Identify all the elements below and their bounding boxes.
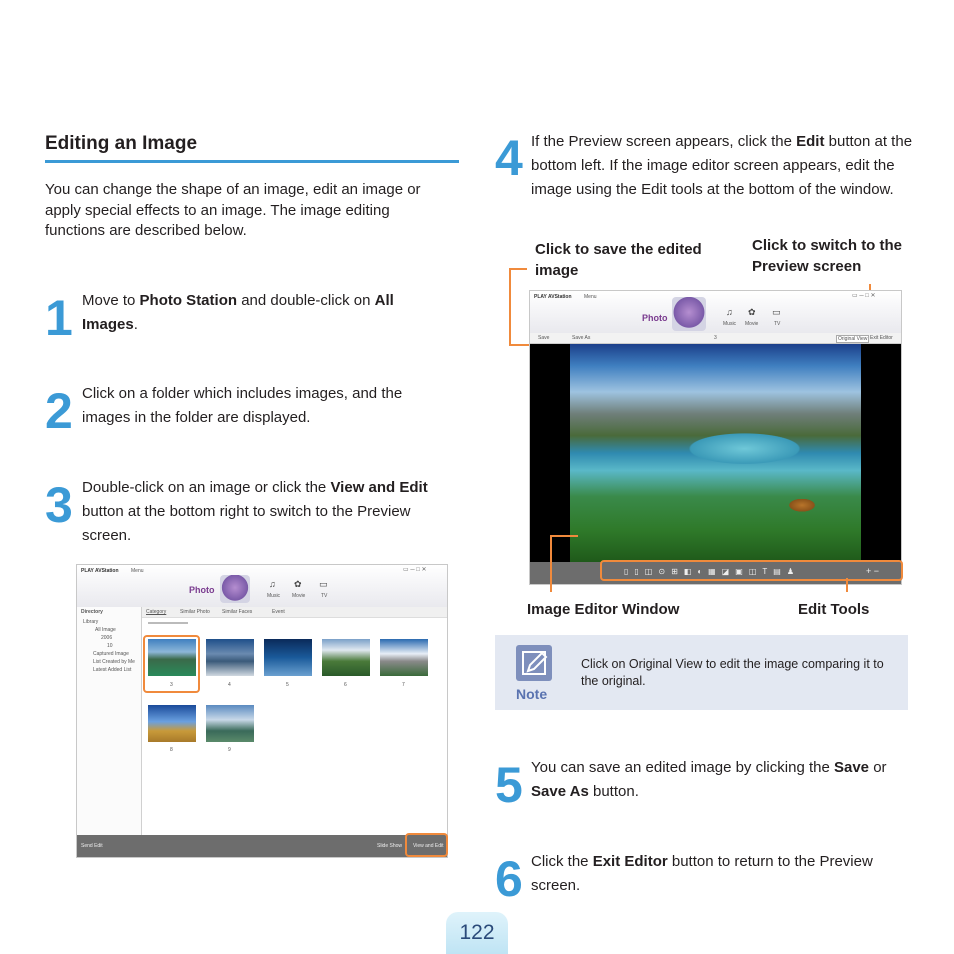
step-2-number: 2 [45, 383, 71, 439]
tab-movie[interactable]: Movie [292, 593, 306, 599]
save-button[interactable]: Save [538, 335, 550, 341]
image-counter: 3 [714, 335, 717, 341]
tab-photo[interactable]: Photo [189, 585, 215, 595]
filter-category[interactable]: Category [146, 609, 167, 615]
window-controls[interactable]: ▭ ─ □ ✕ [852, 293, 876, 299]
app-menu[interactable]: Menu [131, 568, 144, 574]
tab-tv[interactable]: TV [774, 321, 781, 327]
leader-line [509, 268, 527, 270]
note-label: Note [516, 686, 548, 702]
tab-music[interactable]: Music [723, 321, 737, 327]
thumbnail-label: 3 [170, 682, 173, 688]
leader-line [550, 535, 552, 592]
step-4-text: If the Preview screen appears, click the Edit button at the bottom left. If the image editor screen appears, edit the image using the Edit tools at the bottom of the window. [531, 133, 913, 198]
note-box [495, 635, 908, 710]
step-3-text: Double-click on an image or click the View and Edit button at the bottom right to switch to the Preview screen. [82, 479, 428, 544]
original-view-button[interactable]: Original View [838, 336, 868, 342]
step-6-text: Click the Exit Editor button to return to the Preview screen. [531, 853, 873, 894]
tab-movie[interactable]: Movie [745, 321, 759, 327]
music-icon[interactable]: ♫ [269, 579, 276, 589]
tab-tv[interactable]: TV [321, 593, 328, 599]
camera-icon [672, 297, 706, 331]
tree-item[interactable]: Library [83, 619, 99, 625]
tab-music[interactable]: Music [267, 593, 281, 599]
highlight-edit-tools [600, 560, 903, 581]
step-4-number: 4 [495, 130, 521, 186]
directory-title: Directory [81, 609, 103, 615]
browser-bottom-bar [77, 835, 447, 857]
callout-edit-tools: Edit Tools [798, 601, 870, 618]
thumbnail[interactable] [380, 639, 428, 676]
camera-icon [220, 575, 250, 603]
step-5-text: You can save an edited image by clicking the Save or Save As button. [531, 759, 887, 800]
tree-item[interactable]: Latest Added List [93, 667, 132, 673]
leader-line [550, 535, 578, 537]
movie-icon[interactable]: ✿ [294, 579, 302, 589]
thumbnail-label: 6 [344, 682, 347, 688]
tv-icon[interactable]: ▭ [772, 307, 781, 317]
thumbnail[interactable] [206, 705, 254, 742]
app-title: PLAY AVStation [81, 568, 119, 574]
movie-icon[interactable]: ✿ [748, 307, 756, 317]
step-5-number: 5 [495, 757, 521, 813]
thumbnail-label: 7 [402, 682, 405, 688]
leader-line [509, 268, 511, 346]
page-number: 122 [446, 912, 508, 954]
thumbnail[interactable] [264, 639, 312, 676]
step-2-text: Click on a folder which includes images, and the images in the folder are displayed. [82, 385, 403, 426]
music-icon[interactable]: ♫ [726, 307, 733, 317]
zoom-controls[interactable]: + − [866, 566, 880, 576]
step-1-text: Move to Photo Station and double-click on All Images. [82, 292, 394, 333]
highlight-selected-thumbnail [143, 635, 200, 693]
highlight-view-and-edit [405, 833, 448, 857]
tree-item[interactable]: 10 [107, 643, 113, 649]
tree-item[interactable]: 2006 [101, 635, 113, 641]
thumbnail-label: 8 [170, 747, 173, 753]
view-and-edit-button[interactable]: View and Edit [413, 843, 444, 849]
note-text: Click on Original View to edit the image comparing it to the original. [581, 657, 884, 688]
image-editor-screenshot [529, 290, 902, 585]
edit-tool-icons[interactable]: ▯▯◫⊙⊞◧◐▦◪▣◫T▤♟ [624, 567, 801, 576]
callout-editor-window: Image Editor Window [527, 601, 680, 618]
leader-line [846, 578, 848, 592]
step-6-number: 6 [495, 851, 521, 907]
app-menu[interactable]: Menu [584, 294, 597, 300]
photo-browser-screenshot [76, 564, 448, 858]
thumbnail-label: 9 [228, 747, 231, 753]
note-pencil-icon [516, 645, 552, 681]
step-1-number: 1 [45, 290, 71, 346]
browser-header [77, 565, 447, 607]
send-edit-button[interactable]: Send Edit [81, 843, 103, 849]
thumbnail-label: 4 [228, 682, 231, 688]
callout-save: Click to save the edited image [535, 241, 702, 279]
editor-header [530, 291, 901, 333]
exit-editor-button[interactable]: Exit Editor [870, 335, 893, 341]
directory-sidebar [77, 607, 142, 835]
zoom-slider[interactable] [148, 622, 188, 624]
deer-figure [782, 494, 822, 522]
app-title: PLAY AVStation [534, 294, 572, 300]
slide-show-button[interactable]: Slide Show [377, 843, 403, 849]
step-3-number: 3 [45, 477, 71, 533]
tree-item[interactable]: All Image [95, 627, 116, 633]
callout-switch: Click to switch to the Preview screen [752, 237, 903, 275]
tv-icon[interactable]: ▭ [319, 579, 328, 589]
image-canvas [530, 344, 901, 562]
filter-similar-faces[interactable]: Similar Faces [222, 609, 253, 615]
filter-event[interactable]: Event [272, 609, 285, 615]
save-as-button[interactable]: Save As [572, 335, 591, 341]
section-title: Editing an Image [45, 133, 198, 154]
tab-photo[interactable]: Photo [642, 313, 668, 323]
landscape-photo [570, 344, 861, 562]
filter-similar-photo[interactable]: Similar Photo [180, 609, 210, 615]
thumbnail[interactable] [206, 639, 254, 676]
intro-paragraph: You can change the shape of an image, edit an image or apply special effects to an image. The image editing functions are described below. [45, 181, 421, 239]
title-rule [45, 160, 459, 163]
thumbnail[interactable] [322, 639, 370, 676]
window-controls[interactable]: ▭ ─ □ ✕ [403, 567, 427, 573]
thumbnail-label: 5 [286, 682, 289, 688]
tree-item[interactable]: List Created by Me [93, 659, 135, 665]
editor-toolbar [530, 333, 901, 344]
tree-item[interactable]: Captured Image [93, 651, 129, 657]
filter-bar [142, 607, 447, 618]
thumbnail[interactable] [148, 705, 196, 742]
